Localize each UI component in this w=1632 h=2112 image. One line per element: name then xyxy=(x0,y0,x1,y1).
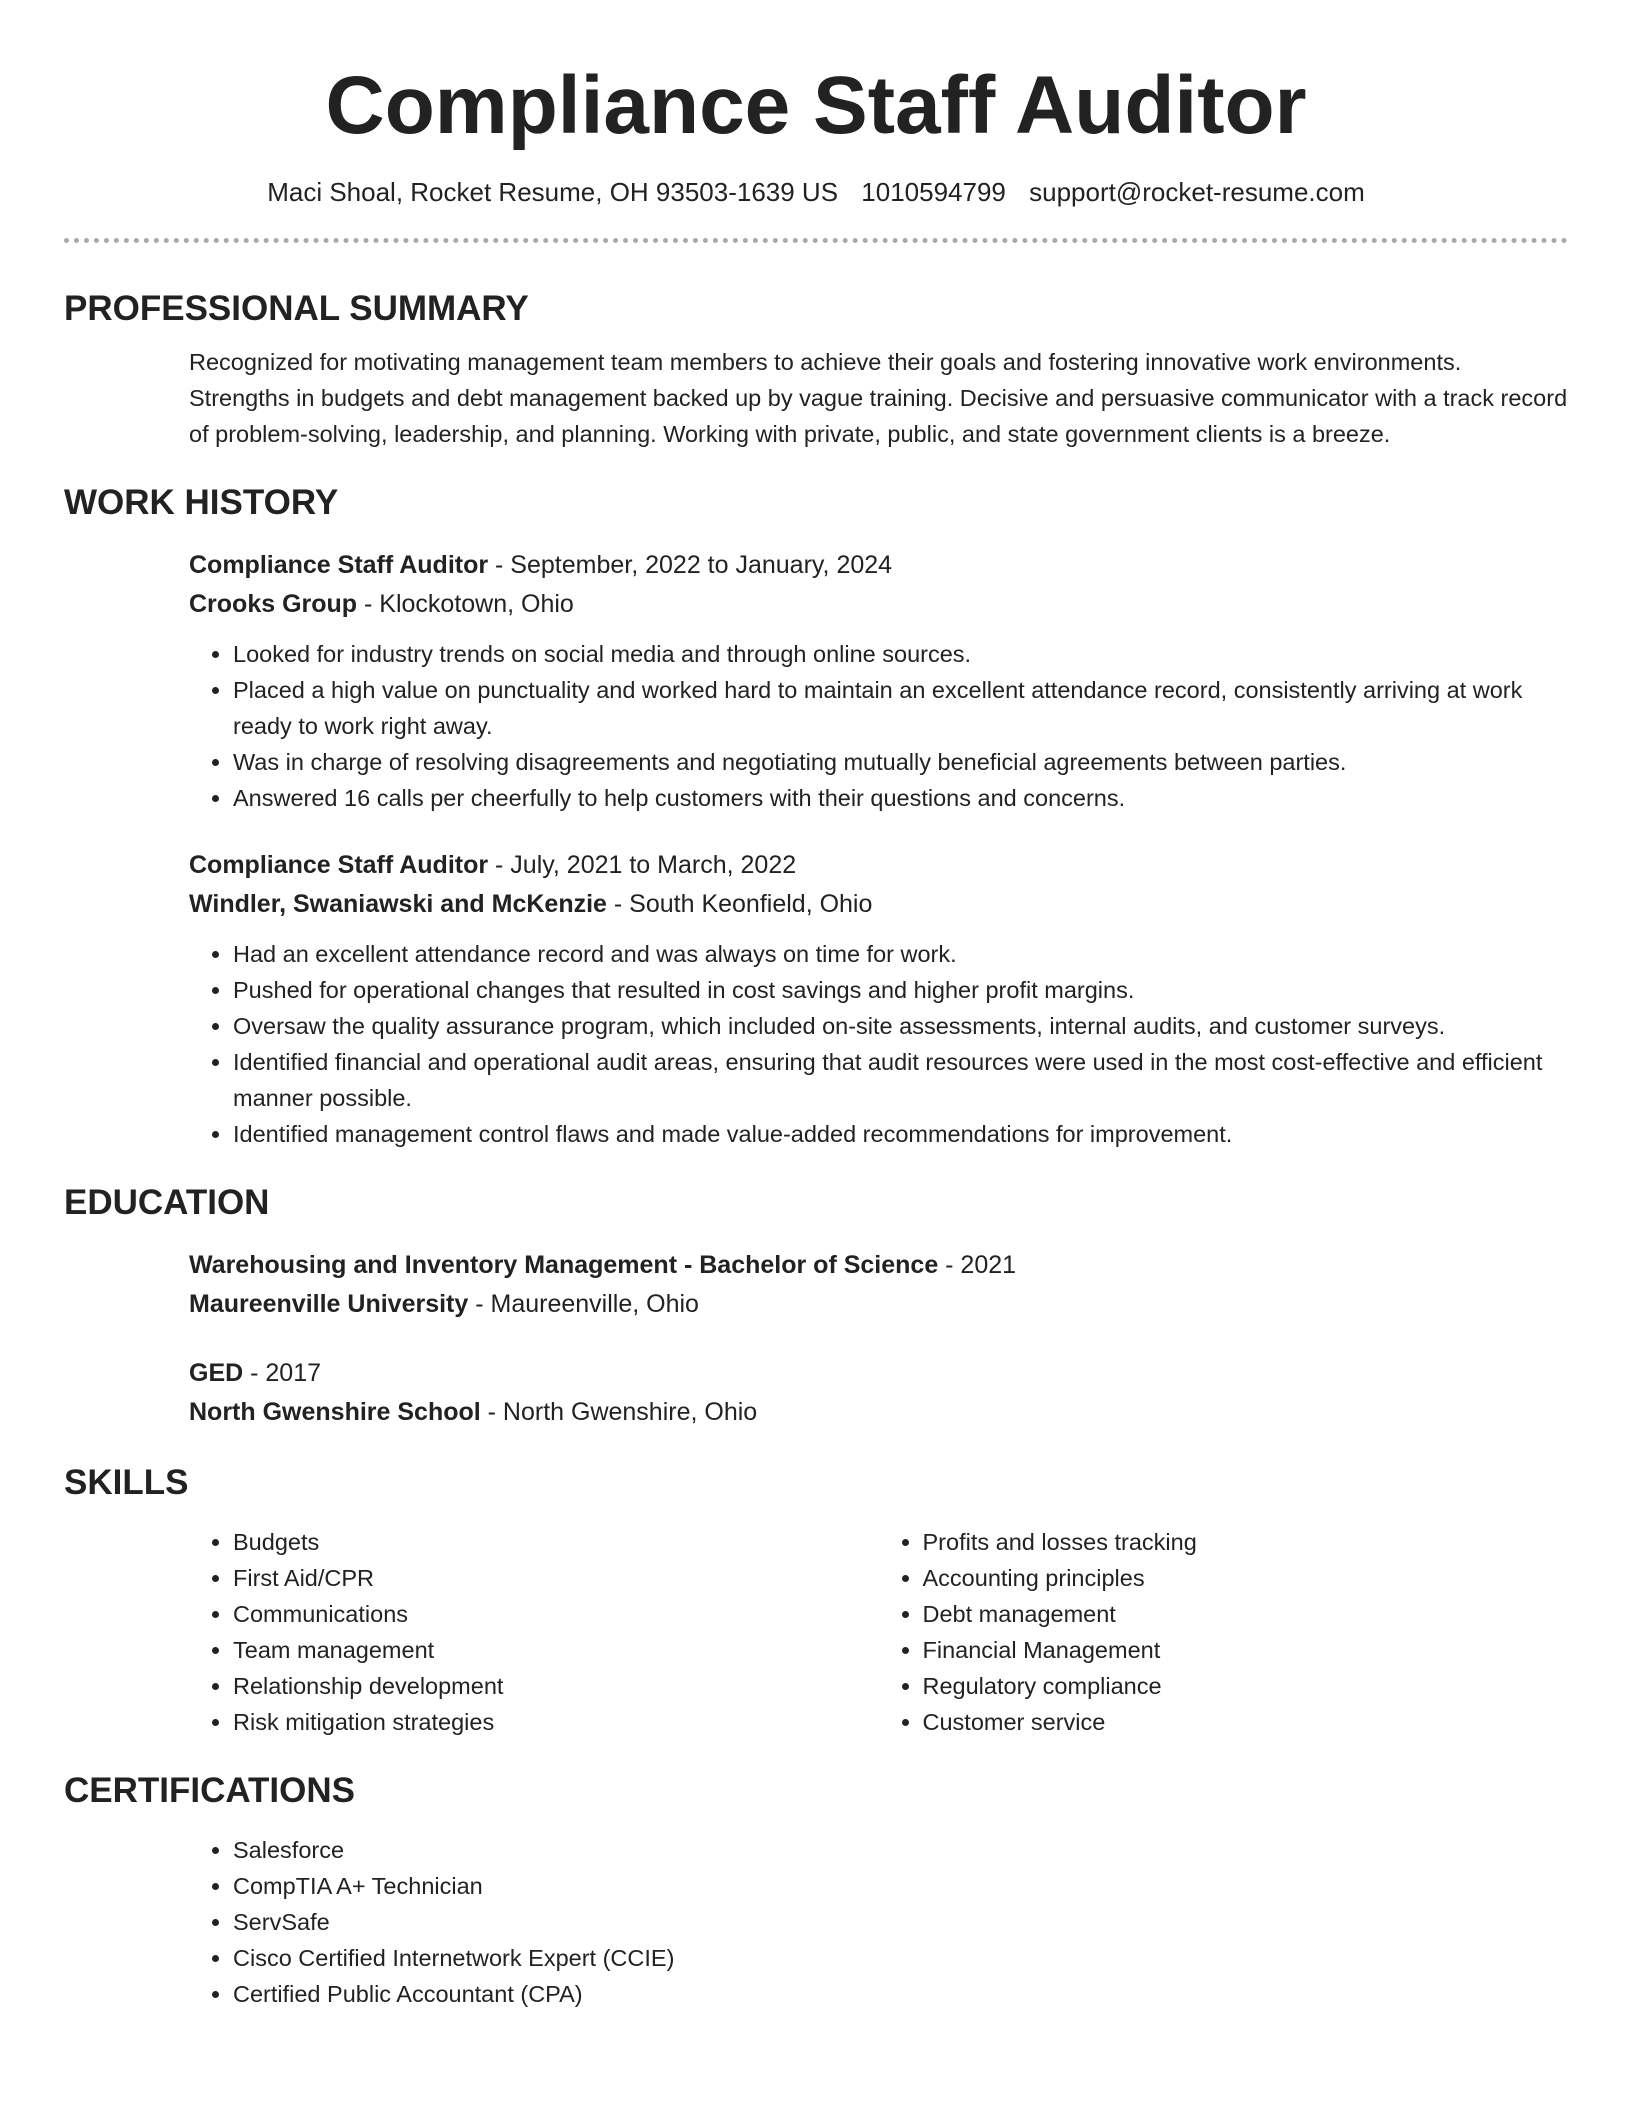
skill-item: • Accounting principles xyxy=(923,1560,1569,1596)
resume-title: Compliance Staff Auditor xyxy=(325,60,1307,151)
certification-item: • ServSafe xyxy=(233,1904,1568,1940)
skill-item: • Financial Management xyxy=(923,1632,1569,1668)
skills-grid xyxy=(189,1524,1568,1740)
job-bullets xyxy=(189,636,1568,816)
certifications-list xyxy=(189,1832,1568,2012)
list-item: • Was in charge of resolving disagreements and negotiating mutually beneficial agreements between parties. xyxy=(233,744,1568,780)
certification-item: • CompTIA A+ Technician xyxy=(233,1868,1568,1904)
summary-section xyxy=(64,288,1568,452)
job-title-line xyxy=(189,846,1568,885)
list-item: • Answered 16 calls per cheerfully to help customers with their questions and concerns. xyxy=(233,780,1568,816)
work-history-section xyxy=(64,482,1568,1152)
skill-item: • Team management xyxy=(233,1632,879,1668)
degree-line xyxy=(189,1246,1568,1285)
degree-year: - 2021 xyxy=(938,1251,1017,1279)
skills-section xyxy=(64,1462,1568,1740)
certification-item: • Cisco Certified Internetwork Expert (CCIE) xyxy=(233,1940,1568,1976)
job-title-line xyxy=(189,546,1568,585)
certification-item: • Salesforce xyxy=(233,1832,1568,1868)
list-item: • Identified financial and operational audit areas, ensuring that audit resources were used in the most cost-effective and efficient manner possible. xyxy=(233,1044,1568,1116)
school-line xyxy=(189,1285,1568,1324)
job-company: Windler, Swaniawski and McKenzie xyxy=(189,890,607,918)
section-title-summary: PROFESSIONAL SUMMARY xyxy=(64,289,529,328)
job-dates: - July, 2021 to March, 2022 xyxy=(488,851,797,879)
education-section xyxy=(64,1182,1568,1432)
degree-year: - 2017 xyxy=(243,1359,322,1387)
job-location: - Klockotown, Ohio xyxy=(357,590,574,618)
school-location: - North Gwenshire, Ohio xyxy=(480,1398,758,1426)
list-item: • Identified management control flaws and made value-added recommendations for improvement. xyxy=(233,1116,1568,1152)
skill-item: • Debt management xyxy=(923,1596,1569,1632)
section-title-education: EDUCATION xyxy=(64,1183,270,1222)
skill-item: • Relationship development xyxy=(233,1668,879,1704)
job-company-line xyxy=(189,885,1568,924)
contact-address: Maci Shoal, Rocket Resume, OH 93503-1639 US xyxy=(267,177,839,207)
skill-item: • Regulatory compliance xyxy=(923,1668,1569,1704)
job-entry xyxy=(189,546,1568,816)
list-item: • Pushed for operational changes that resulted in cost savings and higher profit margins. xyxy=(233,972,1568,1008)
job-bullets xyxy=(189,936,1568,1152)
header-divider xyxy=(64,238,1568,243)
school-location: - Maureenville, Ohio xyxy=(468,1290,699,1318)
job-role: Compliance Staff Auditor xyxy=(189,551,489,579)
list-item: • Had an excellent attendance record and was always on time for work. xyxy=(233,936,1568,972)
degree-name: Warehousing and Inventory Management - Bachelor of Science xyxy=(189,1251,939,1279)
section-title-certifications: CERTIFICATIONS xyxy=(64,1771,356,1810)
job-role: Compliance Staff Auditor xyxy=(189,851,489,879)
degree-line xyxy=(189,1354,1568,1393)
job-company: Crooks Group xyxy=(189,590,358,618)
contact-email[interactable]: support@rocket-resume.com xyxy=(1029,177,1365,207)
school-name: Maureenville University xyxy=(189,1290,469,1318)
education-entry xyxy=(189,1246,1568,1324)
list-item: • Oversaw the quality assurance program, which included on-site assessments, internal audits, and customer surveys. xyxy=(233,1008,1568,1044)
school-line xyxy=(189,1393,1568,1432)
section-title-work-history: WORK HISTORY xyxy=(64,483,339,522)
list-item: • Looked for industry trends on social media and through online sources. xyxy=(233,636,1568,672)
skills-list-right xyxy=(879,1524,1569,1740)
skill-item: • First Aid/CPR xyxy=(233,1560,879,1596)
job-location: - South Keonfield, Ohio xyxy=(606,890,873,918)
skill-item: • Profits and losses tracking xyxy=(923,1524,1569,1560)
skills-list-left xyxy=(189,1524,879,1740)
job-company-line xyxy=(189,585,1568,624)
degree-name: GED xyxy=(189,1359,244,1387)
job-entry xyxy=(189,846,1568,1152)
skill-item: • Communications xyxy=(233,1596,879,1632)
job-dates: - September, 2022 to January, 2024 xyxy=(488,551,893,579)
contact-line xyxy=(64,176,1568,208)
skill-item: • Risk mitigation strategies xyxy=(233,1704,879,1740)
skill-item: • Budgets xyxy=(233,1524,879,1560)
contact-phone[interactable]: 1010594799 xyxy=(861,177,1006,207)
certifications-section xyxy=(64,1770,1568,2012)
section-title-skills: SKILLS xyxy=(64,1463,189,1502)
education-entry xyxy=(189,1354,1568,1432)
skill-item: • Customer service xyxy=(923,1704,1569,1740)
list-item: • Placed a high value on punctuality and worked hard to maintain an excellent attendance record, consistently arriving at work ready to work right away. xyxy=(233,672,1568,744)
school-name: North Gwenshire School xyxy=(189,1398,481,1426)
summary-text: Recognized for motivating management team members to achieve their goals and fostering innovative work environments. Strengths in budgets and debt management backed up by vague training. Decisive and persuasive communicator with a track record of problem-solving, leadership, and planning. Working with private, public, and state government clients is a breeze. xyxy=(189,349,1568,447)
certification-item: • Certified Public Accountant (CPA) xyxy=(233,1976,1568,2012)
